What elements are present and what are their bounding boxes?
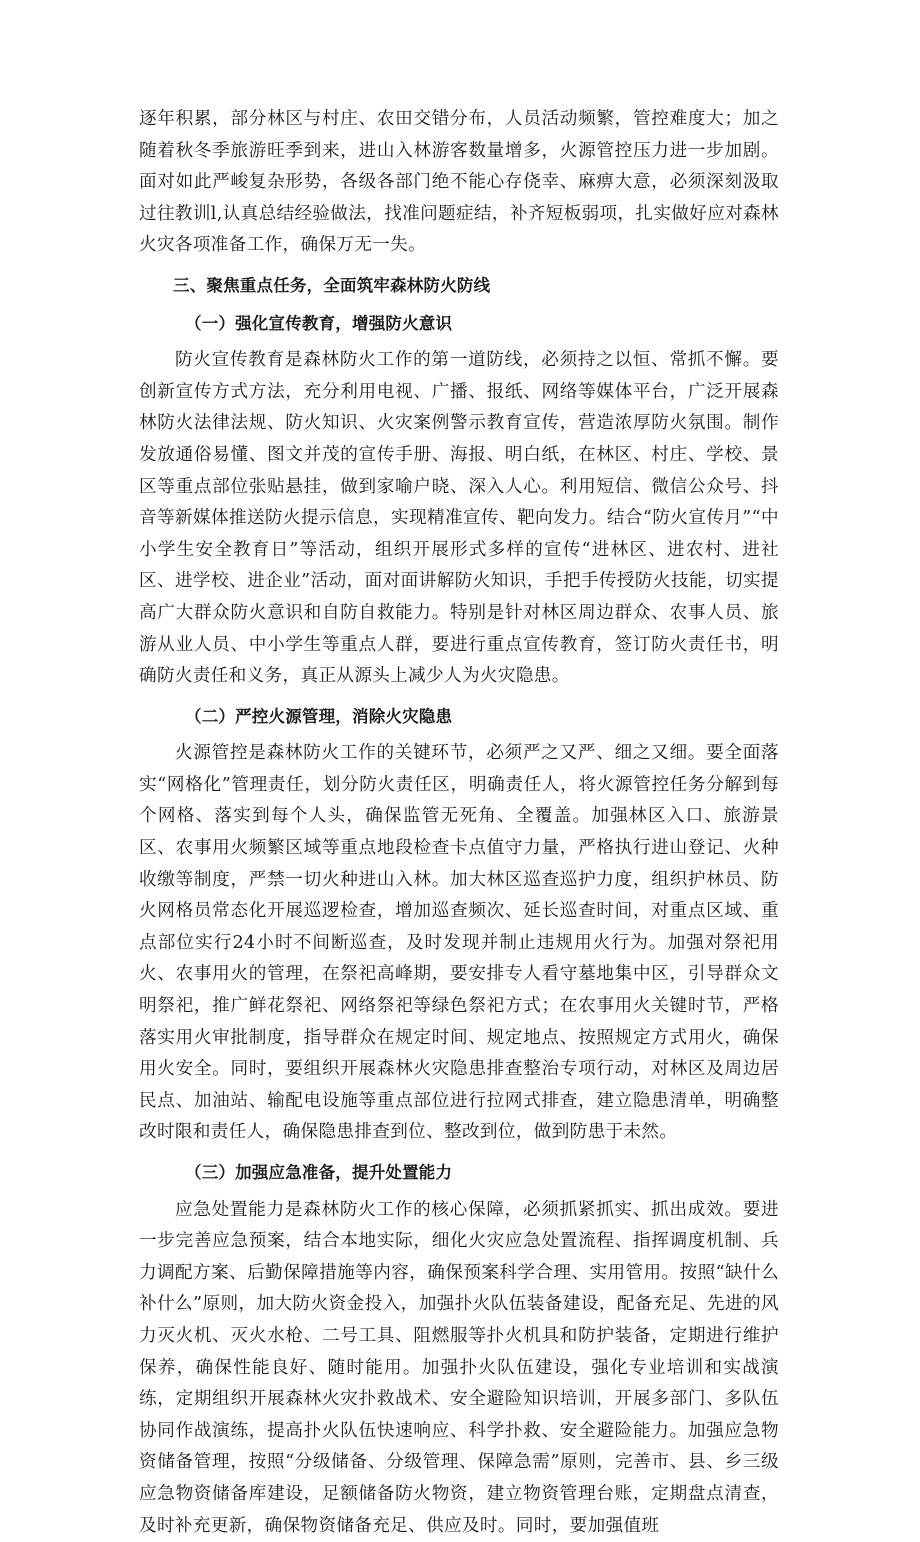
intro-paragraph: 逐年积累，部分林区与村庄、农田交错分布，人员活动频繁，管控难度大；加之随着秋冬季旅游旺季到来，进山入林游客数量增多，火源管控压力进一步加剧。面对如此严峻复杂形势，各级各部门绝不能心存侥幸、麻痹大意，必须深刻汲取过往教训l,认真总结经验做法，找准问题症结，补齐短板弱项，扎实做好应对森林火灾各项准备工作，确保万无一失。	[139, 109, 779, 256]
subsection-2-paragraph: 火源管控是森林防火工作的关键环节，必须严之又严、细之又细。要全面落实“网格化”管理责任，划分防火责任区，明确责任人，将火源管控任务分解到每个网格、落实到每个人头，确保监管无死角、全覆盖。加强林区入口、旅游景区、农事用火频繁区域等重点地段检查卡点值守力量，严格执行进山登记、火种收缴等制度，严禁一切火种进山入林。加大林区巡查巡护力度，组织护林员、防火网格员常态化开展巡逻检查，增加巡查频次、延长巡查时间，对重点区域、重点部位实行24小时不间断巡查，及时发现并制止违规用火行为。加强对祭祀用火、农事用火的管理，在祭祀高峰期，要安排专人看守墓地集中区，引导群众文明祭祀，推广鲜花祭祀、网络祭祀等绿色祭祀方式；在农事用火关键时节，严格落实用火审批制度，指导群众在规定时间、规定地点、按照规定方式用火，确保用火安全。同时，要组织开展森林火灾隐患排查整治专项行动，对林区及周边居民点、加油站、输配电设施等重点部位进行拉网式排查，建立隐患清单，明确整改时限和责任人，确保隐患排查到位、整改到位，做到防患于未然。	[139, 743, 779, 1143]
subsection-3-paragraph: 应急处置能力是森林防火工作的核心保障，必须抓紧抓实、抓出成效。要进一步完善应急预案，结合本地实际，细化火灾应急处置流程、指挥调度机制、兵力调配方案、后勤保障措施等内容，确保预案科学合理、实用管用。按照“缺什么补什么”原则，加大防火资金投入，加强扑火队伍装备建设，配备充足、先进的风力灭火机、灭火水枪、二号工具、阻燃服等扑火机具和防护装备，定期进行维护保养，确保性能良好、随时能用。加强扑火队伍建设，强化专业培训和实战演练，定期组织开展森林火灾扑救战术、安全避险知识培训，开展多部门、多队伍协同作战演练，提高扑火队伍快速响应、科学扑救、安全避险能力。加强应急物资储备管理，按照“分级储备、分级管理、保障急需”原则，完善市、县、乡三级应急物资储备库建设，足额储备防火物资，建立物资管理台账，定期盘点清查，及时补充更新，确保物资储备充足、供应及时。同时，要加强值班	[139, 1199, 779, 1536]
subsection-3-heading: （三）加强应急准备，提升处置能力	[185, 1163, 453, 1182]
subsection-1-heading: （一）强化宣传教育，增强防火意识	[185, 313, 453, 333]
subsection-1-paragraph: 防火宣传教育是森林防火工作的第一道防线，必须持之以恒、常抓不懈。要创新宣传方式方法，充分利用电视、广播、报纸、网络等媒体平台，广泛开展森林防火法律法规、防火知识、火灾案例警示教育宣传，营造浓厚防火氛围。制作发放通俗易懂、图文并茂的宣传手册、海报、明白纸，在林区、村庄、学校、景区等重点部位张贴悬挂，做到家喻户晓、深入人心。利用短信、微信公众号、抖音等新媒体推送防火提示信息，实现精准宣传、靶向发力。结合“防火宣传月”“中小学生安全教育日”等活动，组织开展形式多样的宣传“进林区、进农村、进社区、进学校、进企业”活动，面对面讲解防火知识，手把手传授防火技能，切实提高广大群众防火意识和自防自救能力。特别是针对林区周边群众、农事人员、旅游从业人员、中小学生等重点人群，要进行重点宣传教育，签订防火责任书，明确防火责任和义务，真正从源头上减少人为火灾隐患。	[139, 350, 779, 687]
document-page	[139, 104, 779, 1542]
subsection-2-heading: （二）严控火源管理，消除火灾隐患	[185, 706, 453, 726]
section-3-heading: 三、聚焦重点任务，全面筑牢森林防火防线	[173, 275, 491, 295]
